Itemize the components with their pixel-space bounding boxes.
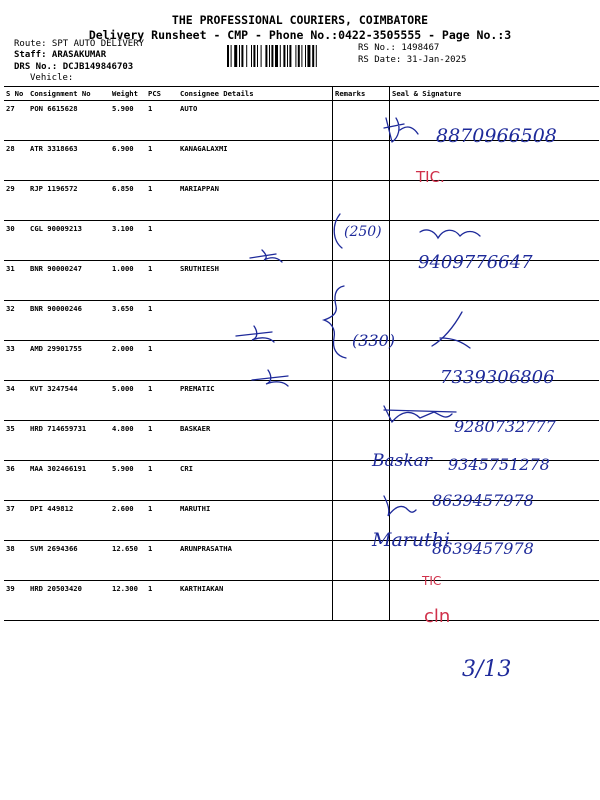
table-row: [4, 141, 599, 181]
handwritten-phone: 7339306806: [440, 367, 555, 388]
handwritten-name: Baskar: [372, 451, 432, 471]
pcs-cell: 1: [146, 501, 178, 541]
barcode-bar: [295, 45, 296, 67]
remarks-cell: [333, 101, 390, 141]
remarks-cell: [333, 581, 390, 621]
weight-cell: 3.650: [110, 301, 146, 341]
sno-cell: 35: [4, 421, 28, 461]
col-remarks: Remarks: [333, 87, 390, 101]
remarks-cell: [333, 341, 390, 381]
col-weight: Weight: [110, 87, 146, 101]
pcs-cell: 1: [146, 141, 178, 181]
table-header-row: [4, 87, 599, 101]
table-row: [4, 341, 599, 381]
consignee-cell: [178, 221, 333, 261]
seal-signature-cell: [390, 501, 600, 541]
remarks-cell: [333, 181, 390, 221]
table-row: [4, 461, 599, 501]
table-row: [4, 381, 599, 421]
col-consignee: Consignee Details: [178, 87, 333, 101]
sno-cell: 32: [4, 301, 28, 341]
consignment-cell: CGL 90009213: [28, 221, 110, 261]
seal-signature-cell: [390, 221, 600, 261]
seal-signature-cell: [390, 261, 600, 301]
runsheet-table: [4, 86, 599, 621]
barcode-bar: [289, 45, 291, 67]
seal-signature-cell: [390, 421, 600, 461]
barcode-bar: [246, 45, 247, 67]
weight-cell: 2.600: [110, 501, 146, 541]
barcode-bar: [305, 45, 306, 67]
consignee-cell: BASKAER: [178, 421, 333, 461]
barcode-bar: [275, 45, 278, 67]
weight-cell: 5.000: [110, 381, 146, 421]
barcode-bar: [287, 45, 288, 67]
route-label: Route: SPT AUTO DELIVERY: [14, 39, 145, 49]
pcs-cell: 1: [146, 101, 178, 141]
remarks-cell: [333, 261, 390, 301]
consignment-cell: BNR 90000246: [28, 301, 110, 341]
consignee-cell: MARIAPPAN: [178, 181, 333, 221]
rs-number: RS No.: 1498467: [358, 43, 440, 53]
handwritten-name: Maruthi: [372, 529, 451, 551]
consignee-cell: AUTO: [178, 101, 333, 141]
runsheet-subtitle: Delivery Runsheet - CMP - Phone No.:0422-3505555 - Page No.:3: [88, 28, 512, 42]
handwritten-note: TIC.: [416, 168, 445, 186]
weight-cell: 4.800: [110, 421, 146, 461]
col-sno: S No: [4, 87, 28, 101]
table-row: [4, 181, 599, 221]
sno-cell: 37: [4, 501, 28, 541]
consignment-cell: BNR 90000247: [28, 261, 110, 301]
weight-cell: 2.000: [110, 341, 146, 381]
barcode-bar: [261, 45, 262, 67]
consignee-cell: MARUTHI: [178, 501, 333, 541]
handwritten-phone: 9345751278: [448, 455, 550, 474]
pcs-cell: 1: [146, 581, 178, 621]
consignee-cell: ARUNPRASATHA: [178, 541, 333, 581]
pcs-cell: 1: [146, 301, 178, 341]
remarks-cell: [333, 381, 390, 421]
consignee-cell: PREMATIC: [178, 381, 333, 421]
pcs-cell: 1: [146, 181, 178, 221]
barcode-bar: [316, 45, 317, 67]
col-consignment: Consignment No: [28, 87, 110, 101]
weight-cell: 1.000: [110, 261, 146, 301]
handwritten-amount: (330): [352, 331, 396, 350]
handwritten-phone: 9409776647: [418, 252, 533, 273]
remarks-cell: [333, 501, 390, 541]
consignment-cell: KVT 3247544: [28, 381, 110, 421]
barcode-bar: [239, 45, 240, 67]
pcs-cell: 1: [146, 221, 178, 261]
barcode-bar: [253, 45, 255, 67]
handwritten-note: TIC: [422, 574, 442, 588]
vehicle-label: Vehicle:: [30, 73, 74, 83]
weight-cell: 5.900: [110, 101, 146, 141]
table-row: [4, 101, 599, 141]
table-row: [4, 221, 599, 261]
page-mark: 3/13: [462, 657, 512, 682]
table-row: [4, 421, 599, 461]
col-pcs: PCS: [146, 87, 178, 101]
table-row: [4, 541, 599, 581]
pcs-cell: 1: [146, 421, 178, 461]
consignment-cell: HRD 20503420: [28, 581, 110, 621]
remarks-cell: [333, 301, 390, 341]
seal-signature-cell: [390, 301, 600, 341]
drs-label: DRS No.: DCJB149846703: [14, 62, 134, 72]
sno-cell: 30: [4, 221, 28, 261]
barcode-bar: [227, 45, 229, 67]
barcode-bar: [301, 45, 302, 67]
consignment-cell: AMD 29901755: [28, 341, 110, 381]
consignee-cell: [178, 301, 333, 341]
weight-cell: 5.900: [110, 461, 146, 501]
consignment-cell: SVM 2694366: [28, 541, 110, 581]
barcode: [227, 45, 353, 67]
consignee-cell: [178, 341, 333, 381]
consignee-cell: KARTHIAKAN: [178, 581, 333, 621]
weight-cell: 6.900: [110, 141, 146, 181]
staff-label: Staff: ARASAKUMAR: [14, 50, 107, 60]
weight-cell: 3.100: [110, 221, 146, 261]
barcode-bar: [231, 45, 232, 67]
handwritten-amount: (250): [344, 224, 382, 240]
weight-cell: 12.650: [110, 541, 146, 581]
table-row: [4, 301, 599, 341]
barcode-bar: [269, 45, 270, 67]
barcode-bar: [307, 45, 310, 67]
pcs-cell: 1: [146, 261, 178, 301]
sno-cell: 36: [4, 461, 28, 501]
consignment-cell: HRD 714659731: [28, 421, 110, 461]
sno-cell: 34: [4, 381, 28, 421]
sno-cell: 27: [4, 101, 28, 141]
weight-cell: 12.300: [110, 581, 146, 621]
consignment-cell: DPI 449812: [28, 501, 110, 541]
remarks-cell: [333, 541, 390, 581]
seal-signature-cell: [390, 581, 600, 621]
barcode-bar: [241, 45, 243, 67]
barcode-bar: [257, 45, 258, 67]
table-row: [4, 261, 599, 301]
pcs-cell: 1: [146, 461, 178, 501]
table-row: [4, 581, 599, 621]
sno-cell: 29: [4, 181, 28, 221]
seal-signature-cell: [390, 341, 600, 381]
seal-signature-cell: [390, 381, 600, 421]
consignment-cell: RJP 1196572: [28, 181, 110, 221]
consignment-cell: MAA 302466191: [28, 461, 110, 501]
seal-signature-cell: [390, 541, 600, 581]
barcode-bar: [234, 45, 237, 67]
barcode-bar: [265, 45, 267, 67]
rs-date: RS Date: 31-Jan-2025: [358, 55, 467, 65]
consignment-cell: PON 6615628: [28, 101, 110, 141]
col-seal: Seal & Signature: [390, 87, 600, 101]
handwritten-note: cln: [424, 606, 451, 627]
handwritten-phone: 9280732777: [454, 417, 556, 436]
remarks-cell: [333, 141, 390, 181]
remarks-cell: [333, 421, 390, 461]
seal-signature-cell: [390, 101, 600, 141]
handwritten-phone: 8639457978: [432, 539, 534, 558]
pcs-cell: 1: [146, 341, 178, 381]
seal-signature-cell: [390, 461, 600, 501]
remarks-cell: [333, 461, 390, 501]
barcode-bar: [280, 45, 281, 67]
sno-cell: 31: [4, 261, 28, 301]
consignment-cell: ATR 3318663: [28, 141, 110, 181]
barcode-bar: [251, 45, 252, 67]
handwritten-phone: 8639457978: [432, 491, 534, 510]
seal-signature-cell: [390, 141, 600, 181]
barcode-bar: [312, 45, 314, 67]
remarks-cell: [333, 221, 390, 261]
consignee-cell: CRI: [178, 461, 333, 501]
seal-signature-cell: [390, 181, 600, 221]
pcs-cell: 1: [146, 541, 178, 581]
barcode-bar: [298, 45, 300, 67]
consignee-cell: SRUTHIESH: [178, 261, 333, 301]
sno-cell: 39: [4, 581, 28, 621]
sno-cell: 33: [4, 341, 28, 381]
table-row: [4, 501, 599, 541]
barcode-bar: [283, 45, 285, 67]
weight-cell: 6.850: [110, 181, 146, 221]
sno-cell: 38: [4, 541, 28, 581]
consignee-cell: KANAGALAXMI: [178, 141, 333, 181]
runsheet-title: THE PROFESSIONAL COURIERS, COIMBATORE: [171, 13, 429, 27]
pcs-cell: 1: [146, 381, 178, 421]
handwritten-phone: 8870966508: [436, 125, 557, 147]
sno-cell: 28: [4, 141, 28, 181]
barcode-bar: [271, 45, 273, 67]
